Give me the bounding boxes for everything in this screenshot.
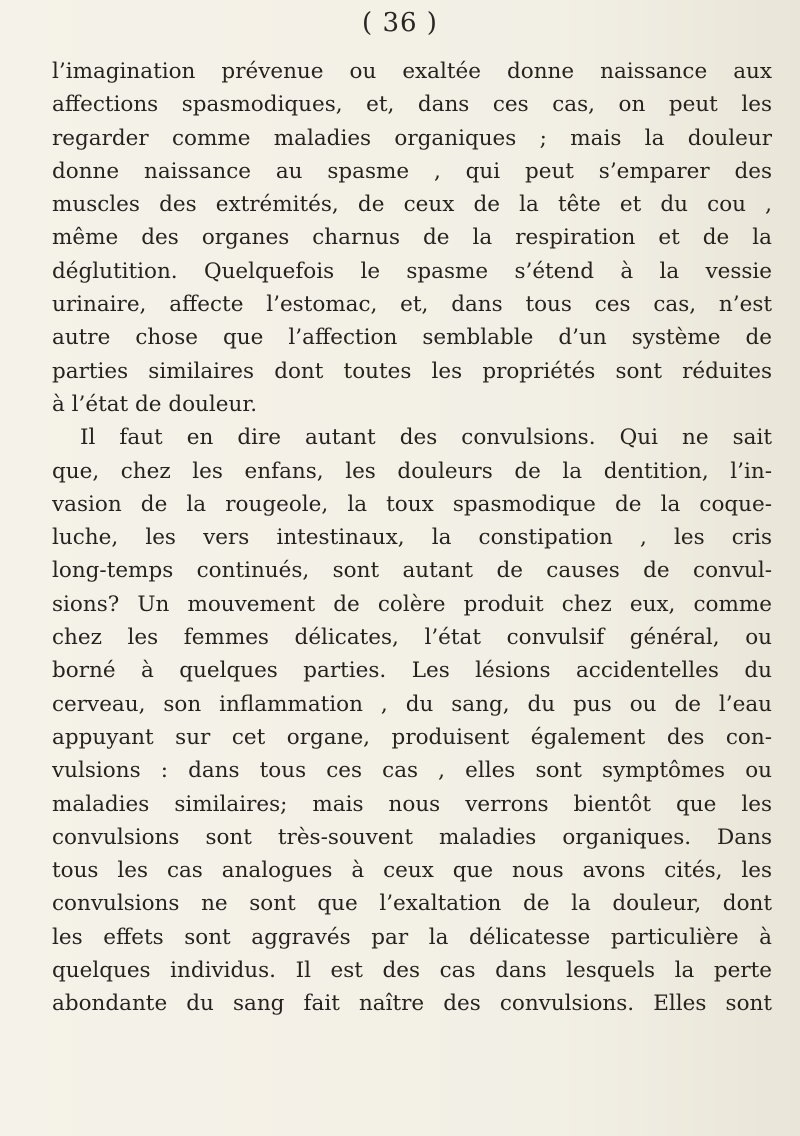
paragraph-end-line: à l’état de douleur. (52, 391, 258, 417)
text-line: même des organes charnus de la respiration et de la (52, 225, 772, 251)
text-line: urinaire, affecte l’estomac, et, dans tous ces cas, n’est (52, 292, 772, 318)
text-line: vasion de la rougeole, la toux spasmodique de la coque- (52, 491, 772, 517)
text-line: maladies similaires; mais nous verrons bientôt que les (52, 791, 772, 817)
text-line: autre chose que l’affection semblable d’un système de (52, 325, 772, 351)
text-line: chez les femmes délicates, l’état convulsif général, ou (52, 625, 772, 651)
text-line: borné à quelques parties. Les lésions accidentelles du (52, 658, 772, 684)
text-line: appuyant sur cet organe, produisent également des con- (52, 724, 772, 750)
text-line: long-temps continués, sont autant de causes de convul- (52, 558, 772, 584)
text-line: donne naissance au spasme , qui peut s’emparer des (52, 158, 772, 184)
text-line: affections spasmodiques, et, dans ces cas, on peut les (52, 92, 772, 118)
paragraph-start-line: Il faut en dire autant des convulsions. Qui ne sait (80, 425, 772, 451)
text-line: vulsions : dans tous ces cas , elles sont symptômes ou (52, 758, 772, 784)
text-line: regarder comme maladies organiques ; mais la douleur (52, 125, 772, 151)
text-line: muscles des extrémités, de ceux de la tête et du cou , (52, 192, 772, 218)
text-line: parties similaires dont toutes les propriétés sont réduites (52, 358, 772, 384)
text-line: l’imagination prévenue ou exaltée donne naissance aux (52, 59, 772, 84)
text-line: quelques individus. Il est des cas dans lesquels la perte (52, 958, 772, 984)
text-line: luche, les vers intestinaux, la constipation , les cris (52, 525, 772, 551)
text-line: déglutition. Quelquefois le spasme s’étend à la vessie (52, 258, 772, 284)
text-line: abondante du sang fait naître des convulsions. Elles sont (52, 991, 772, 1017)
text-line: que, chez les enfans, les douleurs de la dentition, l’in- (52, 458, 772, 484)
text-line: sions? Un mouvement de colère produit chez eux, comme (52, 591, 772, 617)
text-line: convulsions ne sont que l’exaltation de la douleur, dont (52, 891, 772, 917)
text-line: cerveau, son inflammation , du sang, du pus ou de l’eau (52, 691, 772, 717)
page-number: ( 36 ) (362, 8, 438, 38)
body-text (52, 55, 772, 1021)
text-line: les effets sont aggravés par la délicatesse particulière à (52, 924, 772, 950)
text-line: convulsions sont très-souvent maladies organiques. Dans (52, 824, 772, 850)
text-line: tous les cas analogues à ceux que nous avons cités, les (52, 858, 772, 884)
